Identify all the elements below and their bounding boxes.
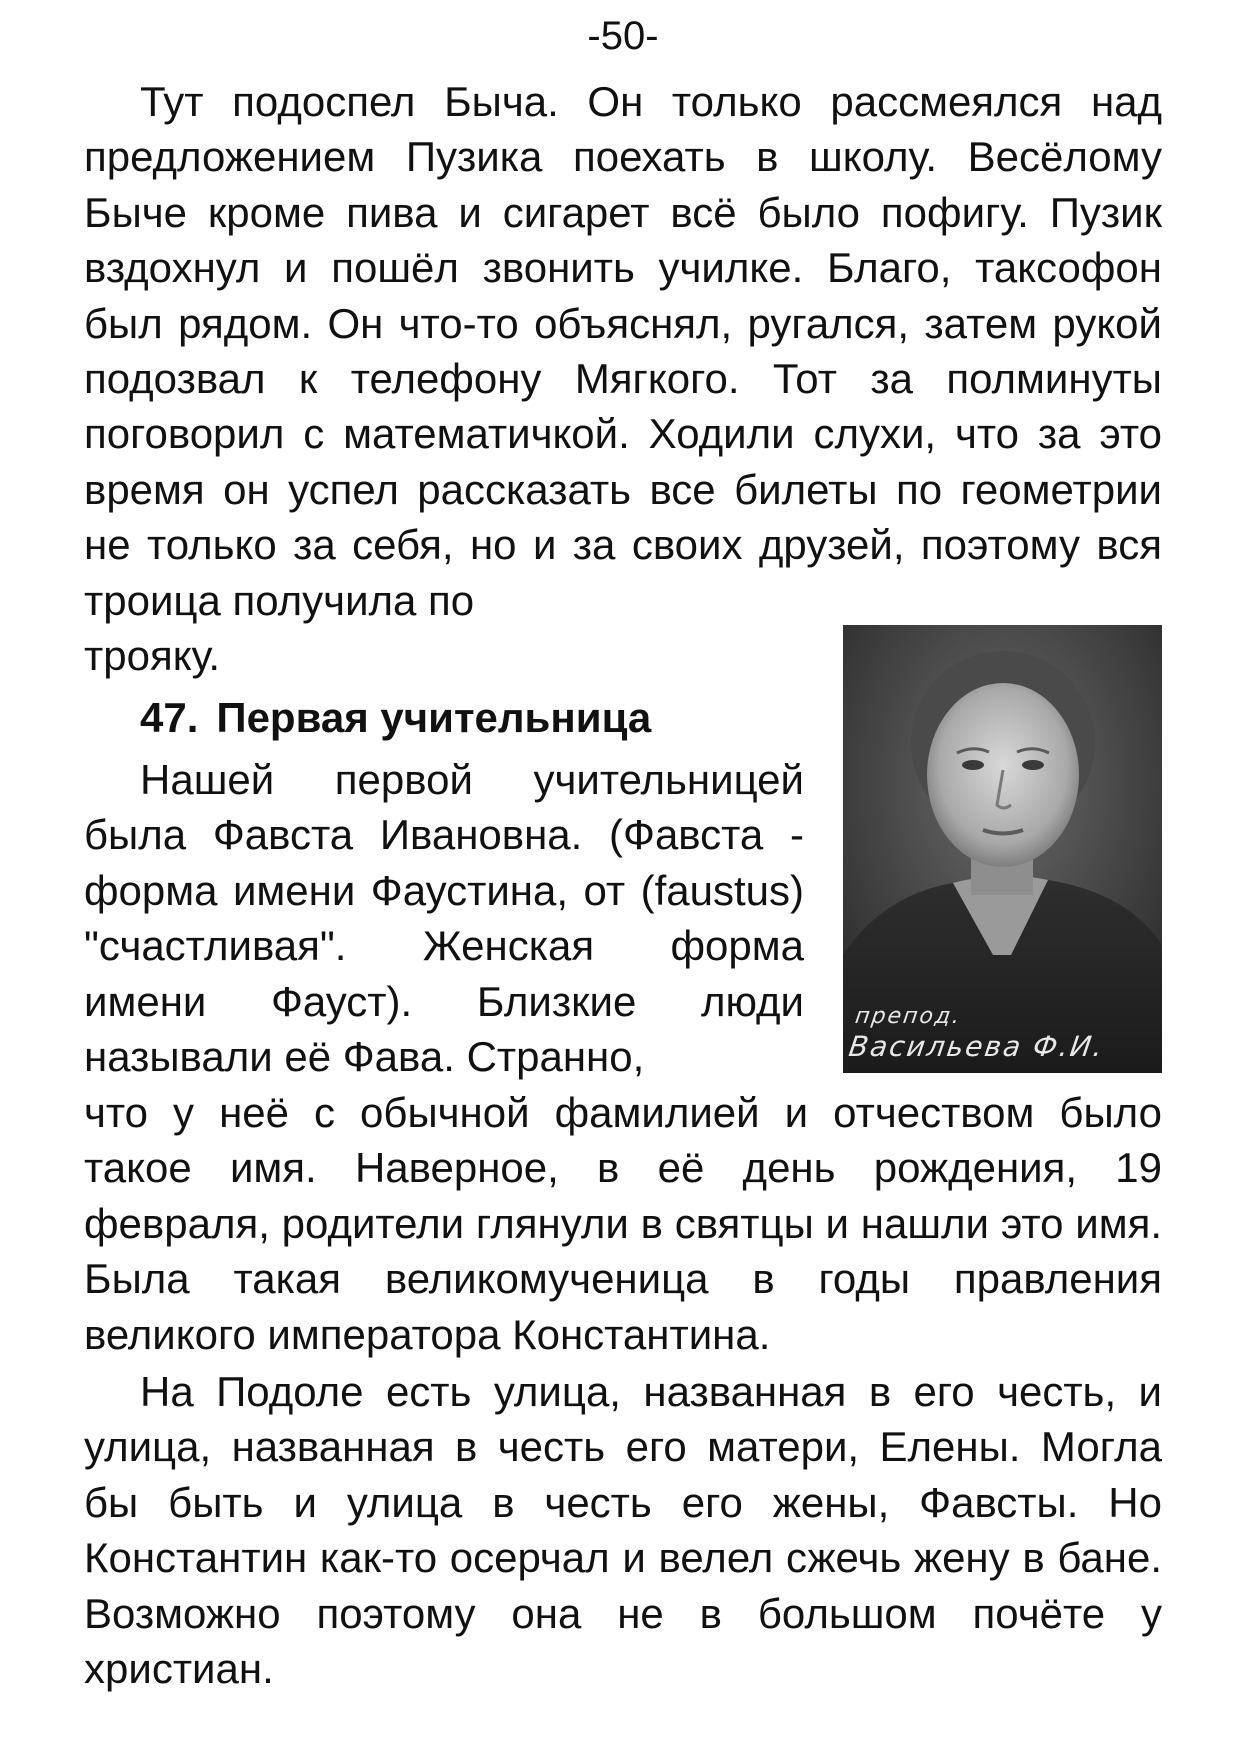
photo-caption-line-2: Васильева Ф.И. — [846, 1030, 1107, 1063]
book-page — [84, 0, 1162, 1748]
paragraph-3: На Подоле есть улица, названная в его честь, и улица, названная в честь его матери, Елены. Могла бы быть и улица в честь его жены, Фавсты. Но Константин как-то осерчал и велел сжечь жену в бане. Возможно поэтому она не в большом почёте у христиан. — [84, 1368, 1162, 1693]
paragraph-1-end: трояку. — [84, 632, 221, 679]
paragraph-1: Тут подоспел Быча. Он только рассмеялся над предложением Пузика поехать в школу. Весёлому Быче кроме пива и сигарет всё было пофигу. Пузик вздохнул и пошёл звонить училке. Благо, таксофон был рядом. Он что-то объяснял, ругался, затем рукой подозвал к телефону Мягкого. Тот за полминуты поговорил с математичкой. Ходили слухи, что за это время он успел рассказать все билеты по геометрии не только за себя, но и за своих друзей, поэтому вся троица получила по — [84, 78, 1162, 624]
photo-caption-line-1: препод. — [853, 1004, 964, 1029]
page-number: -50- — [587, 14, 659, 58]
photo-caption — [847, 1003, 1155, 1063]
section-title: Первая учительница — [216, 694, 652, 741]
teacher-portrait-photo — [843, 625, 1162, 1073]
section-number: 47. — [140, 694, 199, 741]
paragraph-2: Нашей первой учительницей была Фавста Ивановна. (Фавста - форма имени Фаустина, от (faustus) "счастливая". Женская форма имени Фауст). Близкие люди называли её Фава. Странно, — [84, 756, 804, 1081]
section-heading — [140, 690, 651, 746]
paragraph-2-continued: что у неё с обычной фамилией и отчеством было такое имя. Наверное, в её день рождения, 19 февраля, родители глянули в святцы и нашли это имя. Была такая великомученица в годы правления великого императора Константина. — [84, 1089, 1162, 1358]
